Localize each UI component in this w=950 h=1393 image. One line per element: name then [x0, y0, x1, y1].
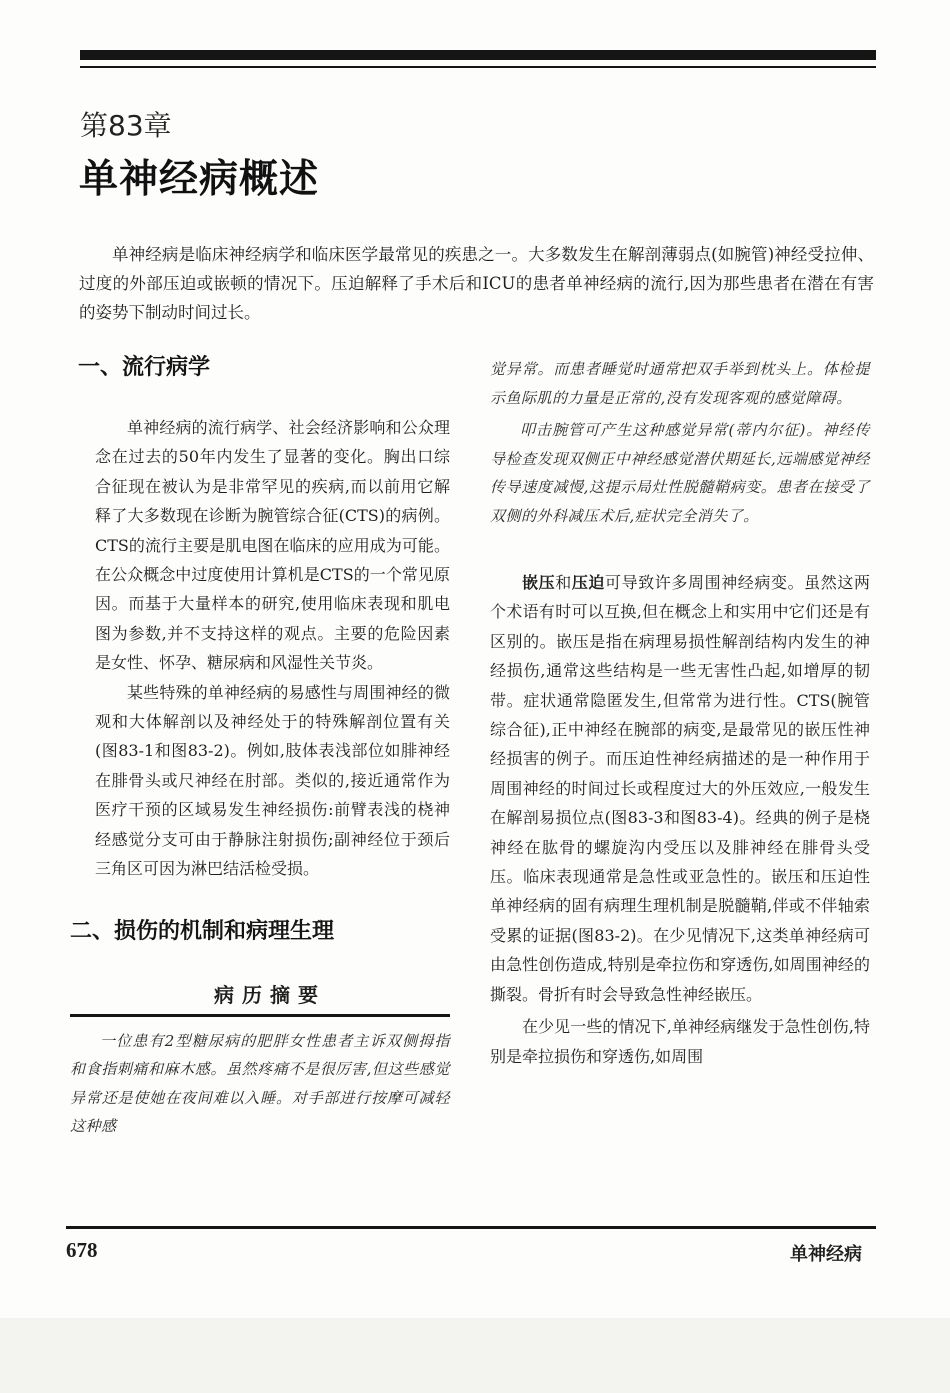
- trauma-paragraph: 在少见一些的情况下,单神经病继发于急性创伤,特别是牵拉损伤和穿透伤,如周围: [490, 1017, 870, 1066]
- epidemiology-paragraph-2: 某些特殊的单神经病的易感性与周围神经的微观和大体解剖以及神经处于的特殊解剖位置有关(图83-1和图83-2)。例如,肢体表浅部位如腓神经在腓骨头或尺神经在肘部。类似的,接近通常作为医疗干预的区域易发生神经损伤:前臂表浅的桡神经感觉分支可由于静脉注射损伤;副神经位于颈后三角区可因为淋巴结活检受损。: [95, 682, 450, 879]
- term-compression: 压迫: [571, 573, 606, 592]
- case-summary-text-part3: 叩击腕管可产生这种感觉异常(蒂内尔征)。神经传导检查发现双侧正中神经感觉潜伏期延长,远端感觉神经传导速度减慢,这提示局灶性脱髓鞘病变。患者在接受了双侧的外科减压术后,症状完全消失了。: [490, 421, 870, 525]
- case-summary-rule: [70, 1014, 450, 1017]
- chapter-number: 第83章: [80, 109, 172, 142]
- running-head: 单神经病: [790, 1244, 862, 1265]
- page-number: 678: [66, 1238, 98, 1262]
- header-rule-thick: [80, 50, 876, 60]
- case-summary-text-part2: 觉异常。而患者睡觉时通常把双手举到枕头上。体检提示鱼际肌的力量是正常的,没有发现客观的感觉障碍。: [490, 360, 870, 407]
- section-heading-epidemiology: 一、流行病学: [78, 355, 211, 380]
- right-column: [490, 355, 870, 1071]
- entrapment-paragraph-text: 可导致许多周围神经病变。虽然这两个术语有时可以互换,但在概念上和实用中它们还是有区别的。嵌压是指在病理易损性解剖结构内发生的神经损伤,通常这些结构是一些无害性凸起,如增厚的韧带。症状通常隐匿发生,但常常为进行性。CTS(腕管综合征),正中神经在腕部的病变,是最常见的嵌压性神经损害的例子。而压迫性神经病描述的是一种作用于周围神经的时间过长或程度过大的外压效应,一般发生在解剖易损位点(图83-3和图83-4)。经典的例子是桡神经在肱骨的螺旋沟内受压以及腓神经在腓骨头受压。临床表现通常是急性或亚急性的。嵌压和压迫性单神经病的固有病理生理机制是脱髓鞘,伴或不伴轴索受累的证据(图83-2)。在少见情况下,这类单神经病可由急性创伤造成,特别是牵拉伤和穿透伤,如周围神经的撕裂。骨折有时会导致急性神经嵌压。: [490, 573, 870, 1004]
- section-heading-mechanism: 二、损伤的机制和病理生理: [70, 918, 335, 944]
- entrapment-paragraph: [490, 568, 870, 1009]
- footer-rule: [66, 1226, 876, 1229]
- chapter-title: 单神经病概述: [79, 157, 320, 202]
- scan-margin: [0, 1318, 950, 1393]
- intro-paragraph: 单神经病是临床神经病学和临床医学最常见的疾患之一。大多数发生在解剖薄弱点(如腕管)神经受拉伸、过度的外部压迫或嵌顿的情况下。压迫解释了手术后和ICU的患者单神经病的流行,因为那些患者在潜在有害的姿势下制动时间过长。: [79, 245, 874, 322]
- left-column: [70, 348, 450, 1141]
- header-rule-thin: [80, 66, 876, 68]
- case-summary-heading: 病历摘要: [214, 982, 326, 1007]
- term-connector: 和: [555, 573, 572, 592]
- case-summary-text-part1: 一位患有2型糖尿病的肥胖女性患者主诉双侧拇指和食指刺痛和麻木感。虽然疼痛不是很厉害,但这些感觉异常还是使她在夜间难以入睡。对手部进行按摩可减轻这种感: [70, 1031, 450, 1135]
- term-entrapment: 嵌压: [522, 573, 556, 592]
- epidemiology-paragraph-1: 单神经病的流行病学、社会经济影响和公众理念在过去的50年内发生了显著的变化。胸出口综合征现在被认为是非常罕见的疾病,而以前用它解释了大多数现在诊断为腕管综合征(CTS)的病例。CTS的流行主要是肌电图在临床的应用成为可能。在公众概念中过度使用计算机是CTS的一个常见原因。而基于大量样本的研究,使用临床表现和肌电图为参数,并不支持这样的观点。主要的危险因素是女性、怀孕、糖尿病和风湿性关节炎。: [95, 418, 450, 673]
